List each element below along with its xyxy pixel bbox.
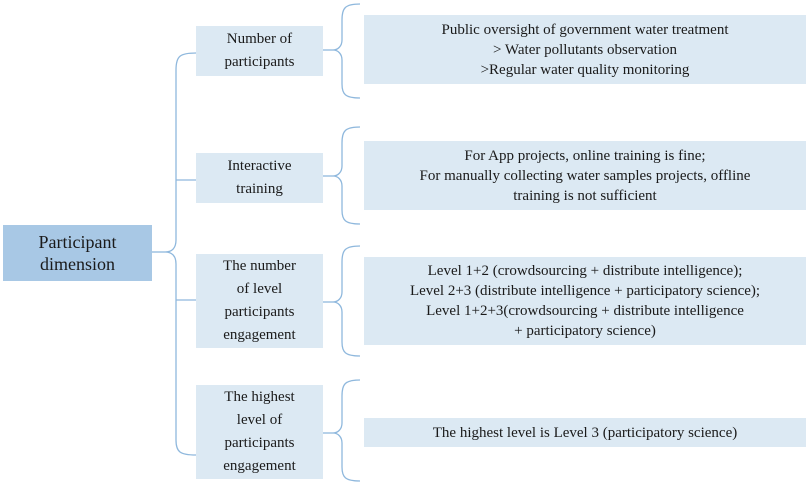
detail-interactive-training <box>364 141 806 210</box>
branch-label-line: participants <box>224 435 295 451</box>
detail-number-of-level-engagement <box>364 257 806 345</box>
detail-line: > Water pollutants observation <box>492 41 678 58</box>
branch-label-line: Number of <box>226 31 293 47</box>
root-label-line: Participant <box>38 232 117 252</box>
detail-number-of-participants <box>364 15 806 84</box>
branch-label-line: Interactive <box>227 158 292 174</box>
branch-label-line: participants <box>224 54 295 70</box>
detail-line: Public oversight of government water treatment <box>441 21 729 38</box>
detail-line: For manually collecting water samples projects, offline <box>419 167 751 184</box>
detail-line: Level 1+2 (crowdsourcing + distribute intelligence); <box>427 263 743 279</box>
detail-highest-level-engagement <box>364 418 806 447</box>
branch-label-line: participants <box>224 304 295 320</box>
detail-line: training is not sufficient <box>513 187 657 204</box>
branch-interactive-training <box>196 153 323 203</box>
detail-line: Level 1+2+3(crowdsourcing + distribute intelligence <box>426 303 744 319</box>
branch-highest-level-engagement <box>196 385 323 479</box>
branch-label-line: of level <box>236 281 283 297</box>
detail-line: + participatory science) <box>514 323 656 339</box>
detail-line: >Regular water quality monitoring <box>480 61 690 78</box>
root-node-participant-dimension <box>3 225 152 281</box>
detail-line: The highest level is Level 3 (participatory science) <box>432 424 738 441</box>
detail-line: For App projects, online training is fine; <box>464 147 706 164</box>
branch-label-line: The highest <box>224 389 295 405</box>
branch-label-line: The number <box>223 258 296 274</box>
root-label-line: dimension <box>39 254 115 274</box>
detail-line: Level 2+3 (distribute intelligence + participatory science); <box>409 283 761 299</box>
branch-number-of-participants <box>196 26 323 76</box>
branch-label-line: training <box>236 181 283 197</box>
branch-number-of-level-engagement <box>196 254 323 348</box>
branch-label-line: engagement <box>223 327 296 343</box>
branch-label-line: level of <box>236 412 283 428</box>
branch-label-line: engagement <box>223 458 296 474</box>
